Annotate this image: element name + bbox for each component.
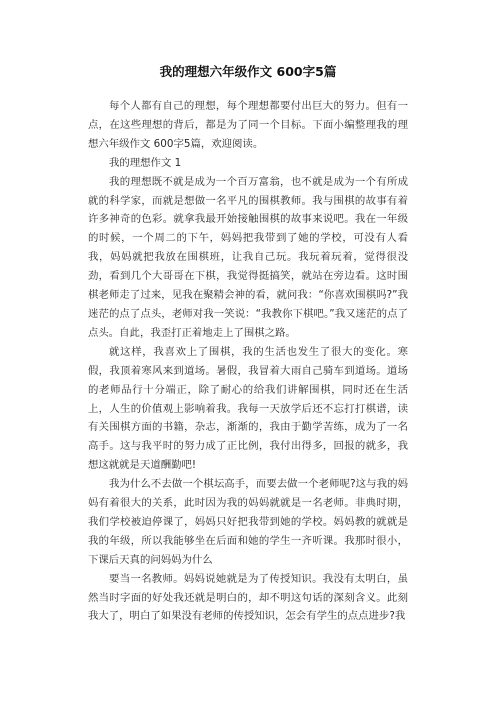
document-body — [88, 97, 408, 626]
body-paragraph: 我的理想既不就是成为一个百万富翁，也不就是成为一个有所成就的科学家，而就是想做一名平凡的围棋教师。我与围棋的故事有着许多神奇的色彩。就拿我最开始接触围棋的故事来说吧。我在一年级的时候，一个周二的下午，妈妈把我带到了她的学校，可没有人看我，妈妈就把我放在围棋班，让我自己玩。我玩着玩着，觉得很没劲，看到几个大哥哥在下棋，我觉得挺搞笑，就站在旁边看。这时围棋老师走了过来，见我在聚精会神的看，就问我：“你喜欢围棋吗?”我迷茫的点了点头，老师对我一笑说：“我教你下棋吧。”我又迷茫的点了点头。自此，我歪打正着地走上了围棋之路。 — [88, 175, 408, 339]
body-paragraph: 就这样，我喜欢上了围棋，我的生活也发生了很大的变化。寒假，我顶着寒风来到道场。暑假，我冒着大雨自己骑车到道场。道场的老师品行十分端正，除了耐心的给我们讲解围棋，同时还在生活上，人生的价值观上影响着我。我每一天放学后还不忘打打棋谱，读有关围棋方面的书籍，杂志，渐渐的，我由于勤学苦练，成为了一名高手。这与我平时的努力成了正比例，我付出得多，回报的就多，我想这就就是天道酬勤吧! — [88, 345, 408, 472]
intro-paragraph: 每个人都有自己的理想，每个理想都要付出巨大的努力。但有一点，在这些理想的背后，都是为了同一个目标。下面小编整理我的理想六年级作文 600字5篇，欢迎阅读。 — [88, 100, 408, 150]
document-title: 我的理想六年级作文 600字5篇 — [159, 64, 337, 79]
body-paragraph: 我为什么不去做一个棋坛高手，而要去做一个老师呢?这与我的妈妈有着很大的关系，此时因为我的妈妈就就是一名老师。非典时期，我们学校被迫停课了，妈妈只好把我带到她的学校。妈妈教的就就是我的年级，所以我能够坐在后面和她的学生一齐听课。我那时很小，下课后天真的问妈妈为什么 — [88, 478, 408, 566]
body-paragraph: 要当一名教师。妈妈说她就是为了传授知识。我没有太明白，虽然当时字面的好处我还就是明白的，却不明这句话的深刻含义。此刻我大了，明白了如果没有老师的传授知识，怎会有学生的点点进步?我 — [88, 572, 408, 623]
section-heading: 我的理想作文 1 — [109, 156, 182, 169]
